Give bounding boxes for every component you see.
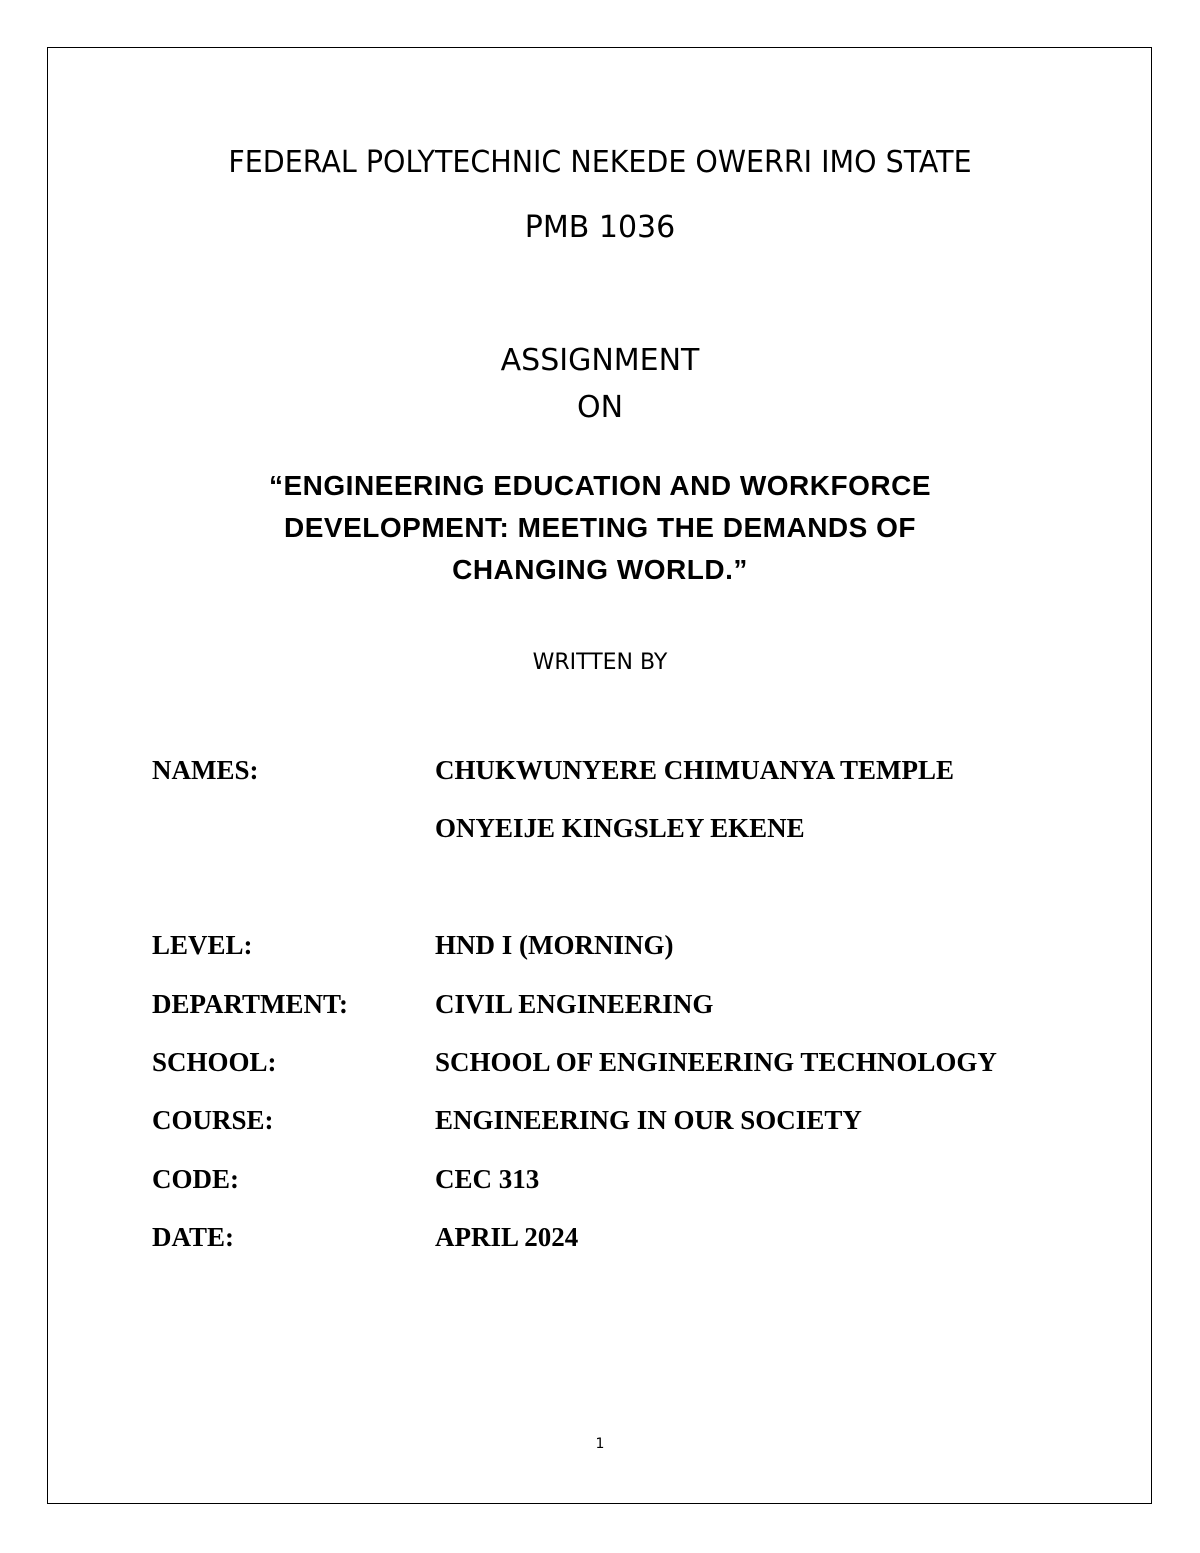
course-row [152,1105,1102,1145]
course-value: ENGINEERING IN OUR SOCIETY [435,1105,862,1135]
names-row [152,755,1102,795]
topic-line: DEVELOPMENT: MEETING THE DEMANDS OF [284,512,916,543]
names-label: NAMES: [152,755,259,785]
assignment-on: ON [576,390,624,425]
department-row [152,989,1102,1029]
school-label: SCHOOL: [152,1047,277,1077]
code-value: CEC 313 [435,1164,540,1194]
assignment-topic [150,465,1050,591]
name-value: CHUKWUNYERE CHIMUANYA TEMPLE [435,755,955,785]
department-value: CIVIL ENGINEERING [435,989,714,1019]
department-label: DEPARTMENT: [152,989,349,1019]
school-row [152,1047,1102,1087]
topic-line: CHANGING WORLD.” [452,554,748,585]
date-value: APRIL 2024 [435,1222,579,1252]
topic-line: “ENGINEERING EDUCATION AND WORKFORCE [269,470,931,501]
code-row [152,1164,1102,1204]
course-label: COURSE: [152,1105,274,1135]
date-row [152,1222,1102,1262]
level-value: HND I (MORNING) [435,930,674,960]
page-number: 1 [595,1436,605,1452]
institution-name: FEDERAL POLYTECHNIC NEKEDE OWERRI IMO STATE [228,145,972,180]
date-label: DATE: [152,1222,235,1252]
level-label: LEVEL: [152,930,253,960]
postal-box: PMB 1036 [524,210,676,245]
name-value: ONYEIJE KINGSLEY EKENE [435,813,805,843]
level-row [152,930,1102,970]
names-row-2 [152,813,1102,853]
school-value: SCHOOL OF ENGINEERING TECHNOLOGY [435,1047,997,1077]
written-by-label: WRITTEN BY [532,650,668,675]
assignment-heading: ASSIGNMENT [500,343,700,378]
code-label: CODE: [152,1164,239,1194]
